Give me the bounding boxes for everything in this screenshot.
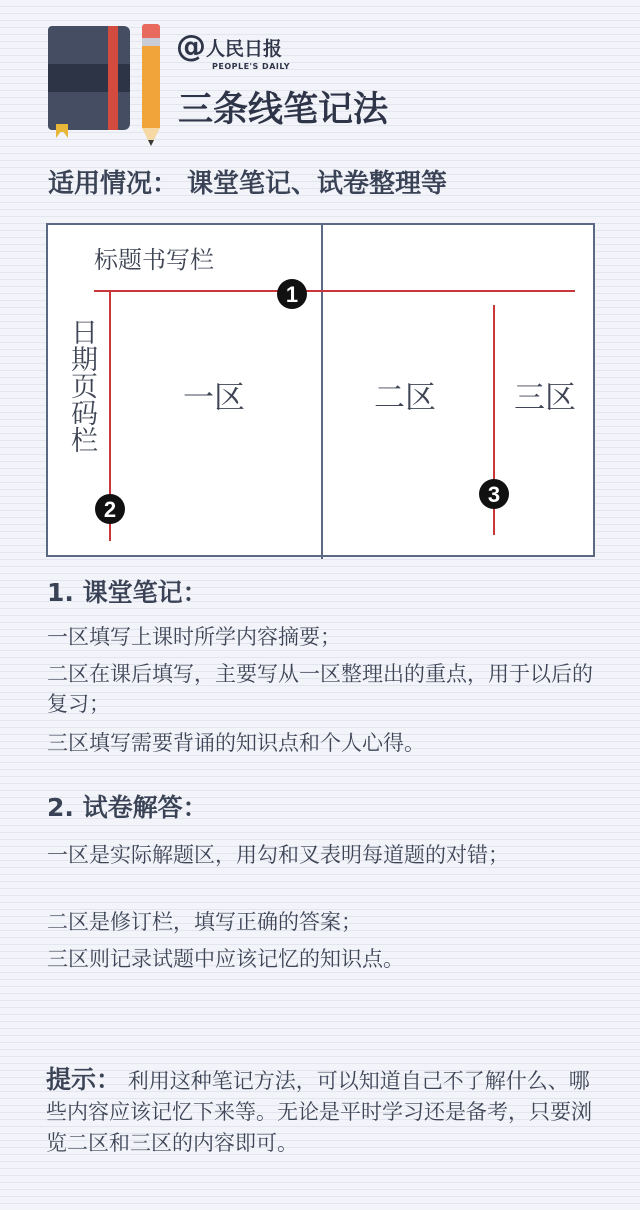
page-title: 三条线笔记法: [178, 90, 389, 130]
tip-label: 提示：: [46, 1065, 122, 1094]
marker-2-label: 2: [103, 497, 117, 522]
usage-scenario: 适用情况： 课堂笔记、试卷整理等: [48, 169, 448, 199]
tip-text: 利用这种笔记方法，可以知道自己不了解什么、哪些内容应该记忆下来等。无论是平时学习还是备考，只要浏览二区和三区的内容即可。: [46, 1069, 592, 1155]
zone-1-label: 一区: [183, 380, 245, 416]
brand-name: 人民日报: [206, 38, 283, 60]
notebook-icon: [48, 26, 130, 130]
zone-2-label: 二区: [374, 380, 436, 416]
section-1-heading: 1. 课堂笔记：: [47, 578, 208, 607]
brand-at-symbol: @: [176, 29, 206, 64]
marker-1-label: 1: [285, 282, 299, 307]
section-2-line-2: 二区是修订栏，填写正确的答案；: [47, 910, 362, 934]
brand-english-name: PEOPLE'S DAILY: [212, 62, 291, 71]
zone-3-label: 三区: [514, 380, 576, 416]
section-1-line-1: 一区填写上课时所学内容摘要；: [47, 625, 341, 649]
section-2-line-1: 一区是实际解题区，用勾和叉表明每道题的对错；: [47, 843, 509, 867]
section-2-line-3: 三区则记录试题中应该记忆的知识点。: [47, 947, 404, 971]
marker-3-label: 3: [487, 482, 501, 507]
date-column-label: 日期页码栏: [66, 318, 97, 453]
section-2-heading: 2. 试卷解答：: [47, 793, 208, 822]
section-1-line-3: 三区填写需要背诵的知识点和个人心得。: [47, 731, 425, 755]
section-1-line-2: 二区在课后填写，主要写从一区整理出的重点，用于以后的复习；: [47, 662, 593, 716]
pencil-icon: [142, 24, 160, 148]
title-column-label: 标题书写栏: [94, 246, 214, 274]
tip-block: [46, 1064, 596, 1159]
